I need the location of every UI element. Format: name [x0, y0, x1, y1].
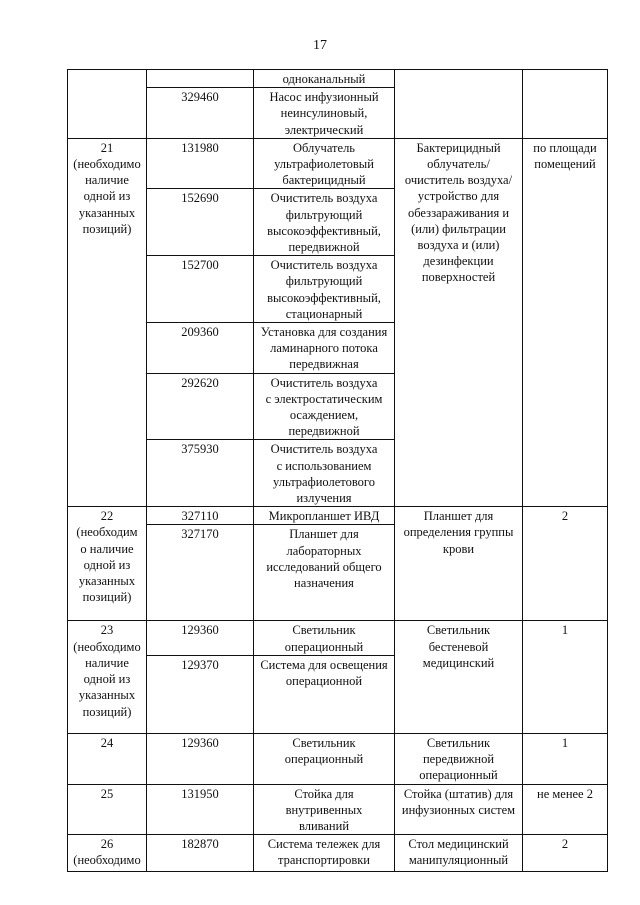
- table-row: [68, 507, 608, 525]
- quantity-cell: не менее 2: [523, 784, 608, 835]
- code-cell: 327170: [147, 525, 254, 621]
- name-cell: Насос инфузионный неинсулиновый, электрический: [254, 88, 395, 139]
- code-cell: 329460: [147, 88, 254, 139]
- table-row: [68, 70, 608, 88]
- code-cell: 152700: [147, 256, 254, 323]
- name-cell: Планшет для лабораторных исследований общего назначения: [254, 525, 395, 621]
- code-cell: 129360: [147, 733, 254, 784]
- description-cell: Стойка (штатив) для инфузионных систем: [395, 784, 523, 835]
- code-cell: 152690: [147, 189, 254, 256]
- code-cell: 129370: [147, 655, 254, 733]
- code-cell: [147, 70, 254, 88]
- quantity-cell: по площади помещений: [523, 138, 608, 506]
- description-cell: Стол медицинский манипуляционный: [395, 835, 523, 872]
- quantity-cell: 1: [523, 733, 608, 784]
- quantity-cell: 2: [523, 507, 608, 621]
- position-cell: [68, 70, 147, 139]
- name-cell: Установка для создания ламинарного потока передвижная: [254, 323, 395, 374]
- description-cell: Бактерицидный облучатель/ очиститель воздуха/ устройство для обеззараживания и (или) фильтрации воздуха и (или) дезинфекции поверхностей: [395, 138, 523, 506]
- position-cell: 21 (необходимо наличие одной из указанных позиций): [68, 138, 147, 506]
- page-number: 17: [313, 38, 327, 53]
- quantity-cell: 2: [523, 835, 608, 872]
- code-cell: 129360: [147, 621, 254, 655]
- code-cell: 375930: [147, 440, 254, 507]
- quantity-cell: 1: [523, 621, 608, 733]
- code-cell: 292620: [147, 373, 254, 440]
- name-cell: Очиститель воздуха с использованием ультрафиолетового излучения: [254, 440, 395, 507]
- name-cell: Микропланшет ИВД: [254, 507, 395, 525]
- table-row: [68, 621, 608, 655]
- code-cell: 327110: [147, 507, 254, 525]
- table-row: [68, 835, 608, 872]
- code-cell: 131950: [147, 784, 254, 835]
- position-cell: 25: [68, 784, 147, 835]
- description-cell: Планшет для определения группы крови: [395, 507, 523, 621]
- name-cell: Светильник операционный: [254, 733, 395, 784]
- table-row: [68, 733, 608, 784]
- name-cell: Очиститель воздуха фильтрующий высокоэффективный, передвижной: [254, 189, 395, 256]
- name-cell: одноканальный: [254, 70, 395, 88]
- name-cell: Очиститель воздуха фильтрующий высокоэффективный, стационарный: [254, 256, 395, 323]
- table-row: [68, 138, 608, 189]
- quantity-cell: [523, 70, 608, 139]
- equipment-table: [67, 69, 608, 872]
- code-cell: 131980: [147, 138, 254, 189]
- position-cell: 23 (необходимо наличие одной из указанных позиций): [68, 621, 147, 733]
- name-cell: Система тележек для транспортировки: [254, 835, 395, 872]
- position-cell: 22 (необходим о наличие одной из указанных позиций): [68, 507, 147, 621]
- name-cell: Стойка для внутривенных вливаний: [254, 784, 395, 835]
- table-row: [68, 784, 608, 835]
- code-cell: 209360: [147, 323, 254, 374]
- description-cell: Светильник бестеневой медицинский: [395, 621, 523, 733]
- code-cell: 182870: [147, 835, 254, 872]
- position-cell: 24: [68, 733, 147, 784]
- position-cell: 26 (необходимо: [68, 835, 147, 872]
- name-cell: Система для освещения операционной: [254, 655, 395, 733]
- name-cell: Светильник операционный: [254, 621, 395, 655]
- description-cell: Светильник передвижной операционный: [395, 733, 523, 784]
- description-cell: [395, 70, 523, 139]
- name-cell: Очиститель воздуха с электростатическим осаждением, передвижной: [254, 373, 395, 440]
- name-cell: Облучатель ультрафиолетовый бактерицидный: [254, 138, 395, 189]
